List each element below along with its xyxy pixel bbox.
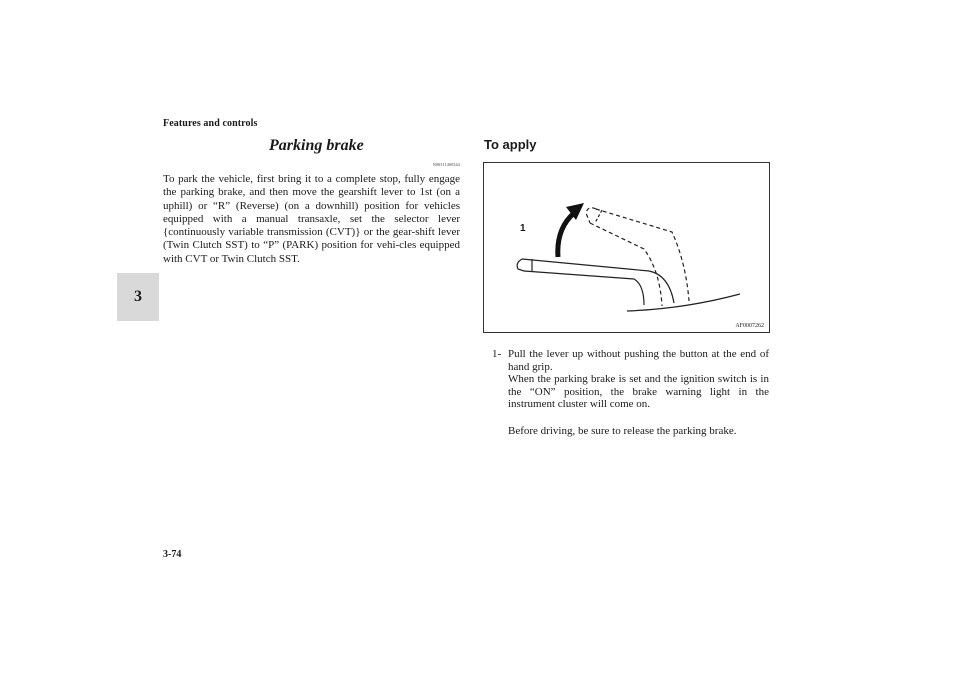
- running-header: Features and controls: [163, 118, 258, 129]
- section-title: Parking brake: [269, 137, 364, 154]
- section-paragraph: To park the vehicle, first bring it to a complete stop, fully engage the parking brake, and then move the gearshift lever to 1st (on a uphill) or “R” (Reverse) (on a downhill) position for vehicles equipped with a manual transaxle, set the selector lever {continuously variable transmission (CVT)} or the gear-shift lever (Twin Clutch SST) to “P” (PARK) position for vehi-cles equipped with CVT or Twin Clutch SST.: [163, 173, 460, 265]
- lever-raised-top: [596, 209, 689, 301]
- chapter-number: 3: [134, 288, 142, 305]
- step-item: [492, 348, 769, 437]
- figure-callout-number: 1: [520, 223, 526, 234]
- step-body: [508, 348, 769, 437]
- parking-brake-lever-drawing: [484, 163, 769, 332]
- section-code: N00511400344: [432, 162, 460, 167]
- lever-grip-end: [517, 259, 524, 271]
- lever-raised-bottom: [590, 223, 662, 306]
- chapter-tab: [117, 273, 159, 321]
- step-number: 1-: [492, 348, 502, 360]
- lever-raised-grip: [586, 208, 596, 223]
- pull-arrow-shaft: [558, 213, 574, 257]
- page-number: 3-74: [163, 549, 182, 560]
- parking-brake-illustration: [483, 162, 770, 333]
- step-warning-light-note: When the parking brake is set and the ignition switch is in the “ON” position, the brake warning light in the instrument cluster will come on.: [508, 373, 769, 410]
- lever-raised-seam: [595, 210, 602, 223]
- lever-lowered-bottom: [524, 271, 644, 305]
- figure-code: AF0007262: [735, 323, 764, 329]
- sub-heading: To apply: [484, 137, 537, 152]
- step-release-note: Before driving, be sure to release the parking brake.: [508, 424, 737, 437]
- lever-lowered-top: [522, 259, 674, 303]
- step-instruction: Pull the lever up without pushing the button at the end of hand grip.: [508, 348, 769, 373]
